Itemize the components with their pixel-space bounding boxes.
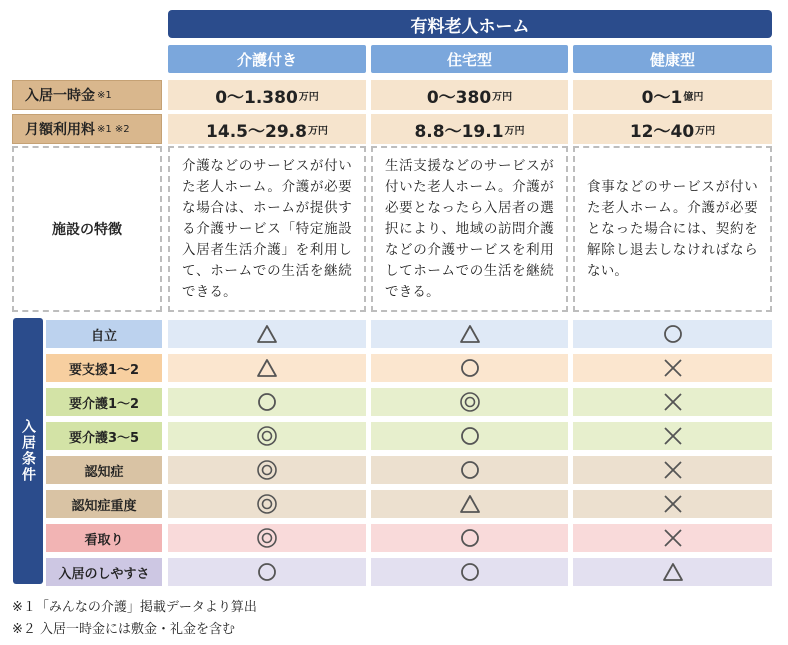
column-header-jutakugata: 住宅型 bbox=[371, 45, 568, 73]
entry-fee-cell bbox=[573, 80, 772, 110]
circle-icon bbox=[459, 357, 481, 379]
amount: 0〜380 bbox=[426, 87, 492, 108]
features-box-kenkogata bbox=[573, 146, 772, 312]
amount: 0〜1.380 bbox=[215, 87, 298, 108]
condition-cell bbox=[371, 422, 568, 450]
table-title: 有料老人ホーム bbox=[168, 10, 772, 38]
column-header-kaigotsuki: 介護付き bbox=[168, 45, 366, 73]
cross-icon bbox=[662, 391, 684, 413]
condition-cell bbox=[168, 490, 366, 518]
condition-cell bbox=[371, 490, 568, 518]
monthly-fee-cell bbox=[573, 114, 772, 144]
condition-cell bbox=[371, 320, 568, 348]
condition-cell bbox=[168, 388, 366, 416]
condition-label: 入居のしやすさ bbox=[46, 558, 162, 586]
condition-label: 要介護3〜5 bbox=[46, 422, 162, 450]
condition-cell bbox=[168, 558, 366, 586]
cross-icon bbox=[662, 527, 684, 549]
circle-icon bbox=[662, 323, 684, 345]
circle-icon bbox=[459, 425, 481, 447]
condition-label: 認知症 bbox=[46, 456, 162, 484]
condition-cell bbox=[371, 388, 568, 416]
condition-cell bbox=[371, 524, 568, 552]
cross-icon bbox=[662, 425, 684, 447]
features-label: 施設の特徴 bbox=[12, 146, 162, 312]
circle-icon bbox=[459, 459, 481, 481]
condition-cell bbox=[573, 558, 772, 586]
condition-cell bbox=[573, 320, 772, 348]
circle-icon bbox=[256, 561, 278, 583]
double-circle-icon bbox=[459, 391, 481, 413]
triangle-icon bbox=[459, 323, 481, 345]
circle-icon bbox=[256, 391, 278, 413]
features-text: 介護などのサービスが付いた老人ホーム。介護が必要な場合は、ホームが提供する介護サービス「特定施設入居者生活介護」を利用して、ホームでの生活を継続できる。 bbox=[182, 157, 352, 300]
double-circle-icon bbox=[256, 493, 278, 515]
condition-cell bbox=[573, 524, 772, 552]
condition-cell bbox=[168, 422, 366, 450]
triangle-icon bbox=[662, 561, 684, 583]
unit: 万円 bbox=[307, 125, 328, 137]
monthly-fee-note: ※1 ※2 bbox=[97, 123, 130, 135]
row-header-entry-fee bbox=[12, 80, 162, 110]
features-box-kaigotsuki bbox=[168, 146, 366, 312]
triangle-icon bbox=[459, 493, 481, 515]
condition-label: 要介護1〜2 bbox=[46, 388, 162, 416]
unit: 万円 bbox=[695, 125, 716, 137]
condition-label: 要支援1〜2 bbox=[46, 354, 162, 382]
amount: 8.8〜19.1 bbox=[414, 121, 504, 142]
entry-fee-note: ※1 bbox=[97, 89, 112, 101]
condition-cell bbox=[371, 456, 568, 484]
unit: 億円 bbox=[683, 91, 704, 103]
entry-fee-cell bbox=[168, 80, 366, 110]
features-box-jutakugata bbox=[371, 146, 568, 312]
cross-icon bbox=[662, 459, 684, 481]
condition-cell bbox=[371, 558, 568, 586]
column-header-kenkogata: 健康型 bbox=[573, 45, 772, 73]
monthly-fee-cell bbox=[168, 114, 366, 144]
condition-cell bbox=[573, 354, 772, 382]
features-text: 食事などのサービスが付いた老人ホーム。介護が必要となった場合には、契約を解除し退去しなければならない。 bbox=[587, 178, 758, 279]
condition-cell bbox=[573, 456, 772, 484]
row-header-monthly-fee bbox=[12, 114, 162, 144]
amount: 12〜40 bbox=[629, 121, 695, 142]
unit: 万円 bbox=[298, 91, 319, 103]
condition-cell bbox=[573, 388, 772, 416]
circle-icon bbox=[459, 561, 481, 583]
footnote-1: ※１「みんなの介護」掲載データより算出 bbox=[12, 600, 257, 615]
condition-cell bbox=[573, 422, 772, 450]
triangle-icon bbox=[256, 357, 278, 379]
condition-cell bbox=[168, 354, 366, 382]
footnote-2: ※２ 入居一時金には敷金・礼金を含む bbox=[12, 622, 236, 637]
features-text: 生活支援などのサービスが付いた老人ホーム。介護が必要となったら入居者の選択により、地域の訪問介護などの介護サービスを利用してホームでの生活を継続できる。 bbox=[385, 157, 554, 300]
double-circle-icon bbox=[256, 459, 278, 481]
unit: 万円 bbox=[504, 125, 525, 137]
condition-cell bbox=[168, 456, 366, 484]
triangle-icon bbox=[256, 323, 278, 345]
circle-icon bbox=[459, 527, 481, 549]
conditions-group-label: 入居条件 bbox=[13, 318, 43, 584]
condition-cell bbox=[168, 524, 366, 552]
amount: 14.5〜29.8 bbox=[206, 121, 307, 142]
condition-cell bbox=[168, 320, 366, 348]
monthly-fee-label: 月額利用料 bbox=[25, 122, 95, 138]
condition-label: 認知症重度 bbox=[46, 490, 162, 518]
entry-fee-label: 入居一時金 bbox=[25, 88, 95, 104]
monthly-fee-cell bbox=[371, 114, 568, 144]
double-circle-icon bbox=[256, 425, 278, 447]
condition-cell bbox=[573, 490, 772, 518]
amount: 0〜1 bbox=[641, 87, 683, 108]
cross-icon bbox=[662, 357, 684, 379]
entry-fee-cell bbox=[371, 80, 568, 110]
unit: 万円 bbox=[492, 91, 513, 103]
condition-cell bbox=[371, 354, 568, 382]
condition-label: 看取り bbox=[46, 524, 162, 552]
condition-label: 自立 bbox=[46, 320, 162, 348]
cross-icon bbox=[662, 493, 684, 515]
double-circle-icon bbox=[256, 527, 278, 549]
